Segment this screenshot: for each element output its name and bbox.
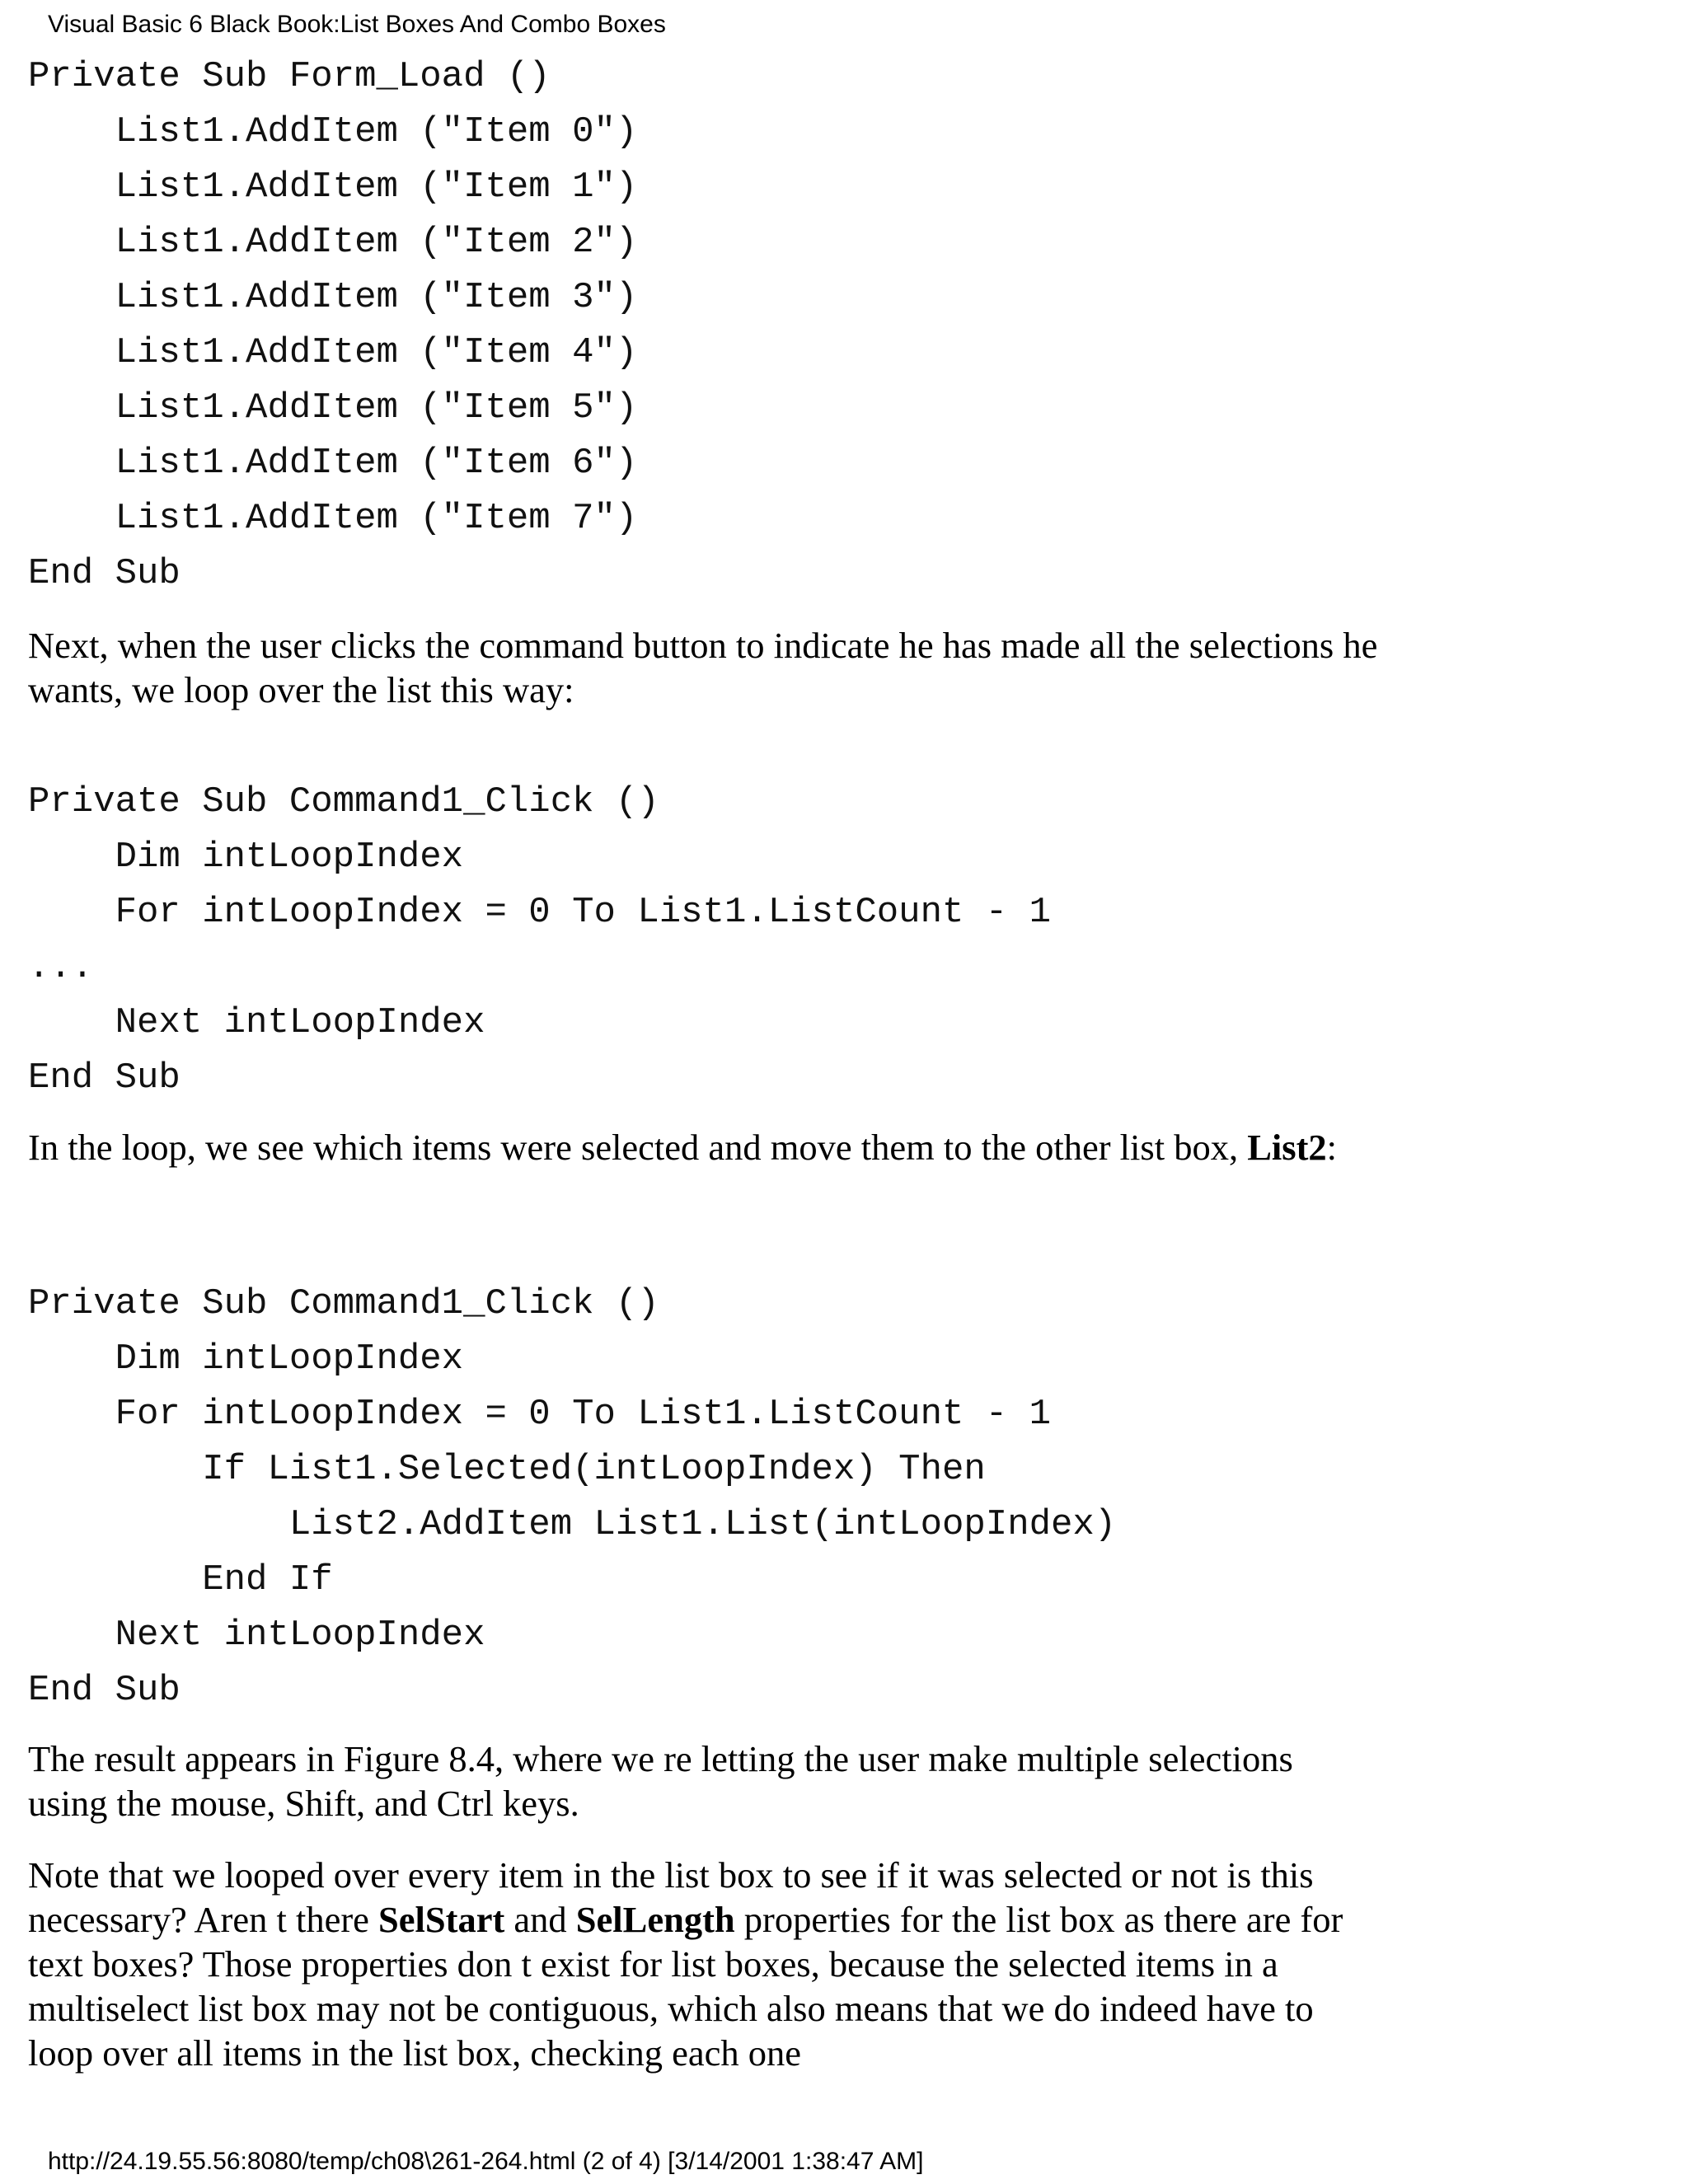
- sellength-emphasis: SelLength: [575, 1899, 735, 1940]
- page-footer-url: http://24.19.55.56:8080/temp/ch08\261-264.html (2 of 4) [3/14/2001 1:38:47 AM]: [48, 2148, 924, 2175]
- code-line: End Sub: [28, 1670, 181, 1711]
- paragraph-result: The result appears in Figure 8.4, where we re letting the user make multiple selections using the mouse, Shift, and Ctrl keys.: [28, 1738, 1293, 1824]
- code-line: End Sub: [28, 1057, 181, 1099]
- code-line: List1.AddItem ("Item 2"): [28, 222, 638, 263]
- code-line: Next intLoopIndex: [28, 1002, 485, 1043]
- code-line: List1.AddItem ("Item 3"): [28, 277, 638, 318]
- code-line: List2.AddItem List1.List(intLoopIndex): [28, 1504, 1117, 1545]
- code-line: Dim intLoopIndex: [28, 837, 464, 878]
- code-line: ...: [28, 947, 94, 988]
- code-line: List1.AddItem ("Item 0"): [28, 111, 638, 152]
- code-line: Private Sub Command1_Click (): [28, 1283, 659, 1324]
- code-block-form-load: [28, 49, 637, 602]
- selstart-emphasis: SelStart: [378, 1899, 505, 1940]
- code-line: List1.AddItem ("Item 5"): [28, 387, 638, 429]
- code-block-loop-skeleton: [28, 775, 1051, 1106]
- paragraph-loop-intro: Next, when the user clicks the command button to indicate he has made all the selections he wants, we loop over the list this way:: [28, 625, 1378, 710]
- code-line: Next intLoopIndex: [28, 1615, 485, 1656]
- code-line: Private Sub Command1_Click (): [28, 781, 659, 823]
- code-line: Dim intLoopIndex: [28, 1338, 464, 1380]
- list2-emphasis: List2: [1247, 1127, 1327, 1168]
- code-line: For intLoopIndex = 0 To List1.ListCount - 1: [28, 892, 1052, 933]
- code-block-loop-full: [28, 1277, 1116, 1718]
- code-line: For intLoopIndex = 0 To List1.ListCount - 1: [28, 1394, 1052, 1435]
- code-line: List1.AddItem ("Item 4"): [28, 332, 638, 373]
- paragraph-loop-selected: In the loop, we see which items were selected and move them to the other list box, List2:: [28, 1127, 1338, 1168]
- paragraph-note: Note that we looped over every item in the list box to see if it was selected or not is this necessary? Aren t there SelStart and SelLength properties for the list box as there are for text boxes? Those properties don t exist for list boxes, because the selected items in a multiselect list box may not be contiguous, which also means that we do indeed have to loop over all items in the list box, checking each one: [28, 1854, 1343, 2074]
- code-line: List1.AddItem ("Item 1"): [28, 166, 638, 208]
- code-line: If List1.Selected(intLoopIndex) Then: [28, 1449, 986, 1490]
- page-header-title: Visual Basic 6 Black Book:List Boxes And Combo Boxes: [48, 11, 666, 38]
- code-line: List1.AddItem ("Item 6"): [28, 443, 638, 484]
- code-line: End Sub: [28, 553, 181, 594]
- code-line: List1.AddItem ("Item 7"): [28, 498, 638, 539]
- code-line: Private Sub Form_Load (): [28, 56, 551, 97]
- code-line: End If: [28, 1559, 333, 1601]
